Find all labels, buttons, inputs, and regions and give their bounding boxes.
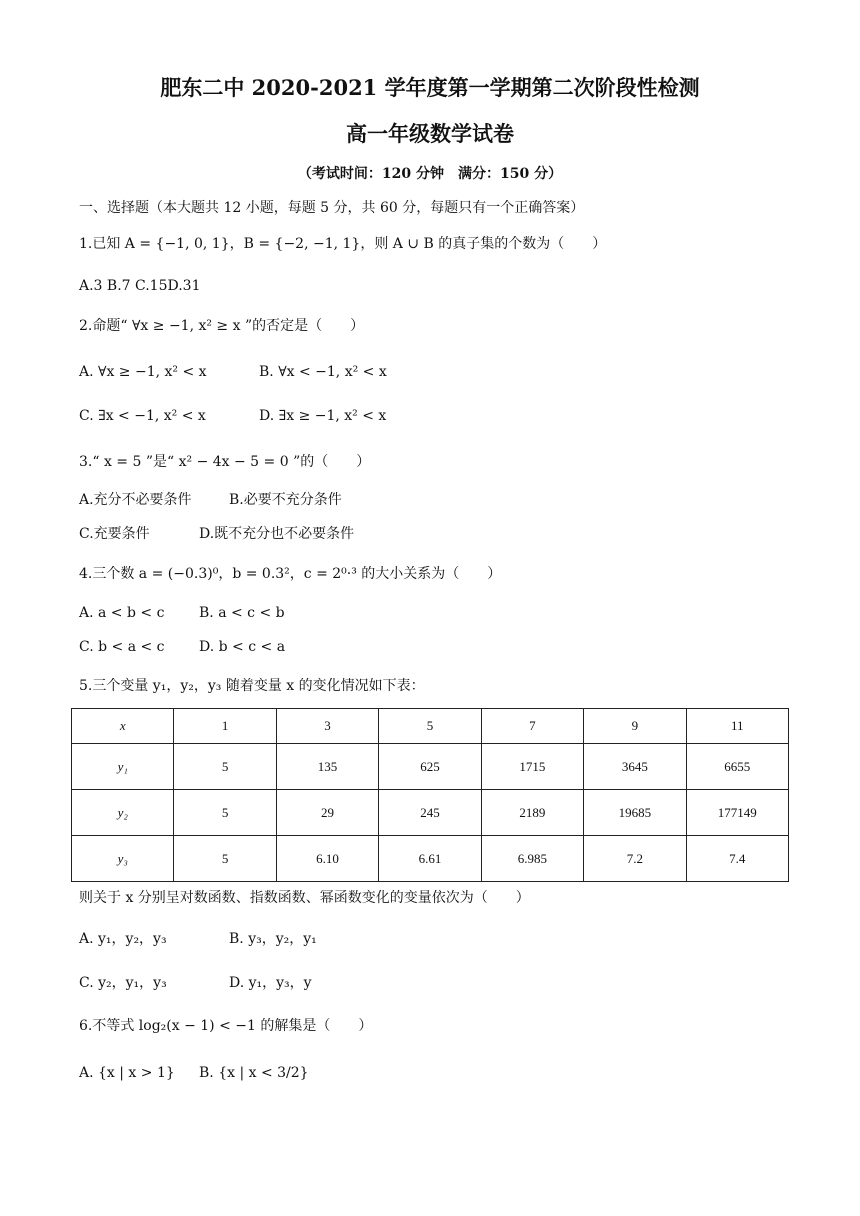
- table-cell: 3645: [584, 744, 686, 790]
- q3-stem: 3.“ x = 5 ”是“ x² − 4x − 5 = 0 ”的（ ）: [79, 454, 371, 470]
- q2-option-a: A. ∀x ≥ −1, x² < x: [79, 364, 207, 380]
- q6-stem: 6.不等式 log₂(x − 1) < −1 的解集是（ ）: [79, 1018, 373, 1034]
- exam-info: （考试时间：120 分钟 满分：150 分）: [297, 166, 563, 182]
- q2-option-b: B. ∀x < −1, x² < x: [259, 364, 387, 380]
- q4-option-d: D. b < c < a: [199, 639, 286, 655]
- table-cell: 6.985: [481, 836, 583, 882]
- table-header-cell: 3: [276, 709, 378, 744]
- q4-option-c: C. b < a < c: [79, 639, 165, 655]
- q4-option-b: B. a < c < b: [199, 605, 285, 621]
- section-heading: 一、选择题（本大题共 12 小题，每题 5 分，共 60 分，每题只有一个正确答案）: [79, 200, 585, 216]
- exam-subtitle: 高一年级数学试卷: [346, 121, 514, 146]
- table-cell: 5: [174, 790, 276, 836]
- table-cell: 6.10: [276, 836, 378, 882]
- variables-table: [71, 708, 789, 882]
- q5-option-a: A. y₁，y₂，y₃: [79, 931, 167, 947]
- q5-stem: 5.三个变量 y₁，y₂，y₃ 随着变量 x 的变化情况如下表：: [79, 678, 425, 694]
- q4-stem: 4.三个数 a = (−0.3)⁰，b = 0.3²，c = 2⁰·³ 的大小关系为（ ）: [79, 566, 502, 582]
- table-cell: 1715: [481, 744, 583, 790]
- q1-stem: 1.已知 A = {−1, 0, 1}，B = {−2, −1, 1}，则 A ∪ B 的真子集的个数为（ ）: [79, 236, 607, 252]
- table-cell: 7.2: [584, 836, 686, 882]
- table-cell: 29: [276, 790, 378, 836]
- table-cell: 7.4: [686, 836, 788, 882]
- q3-option-d: D.既不充分也不必要条件: [199, 526, 355, 542]
- table-cell: 19685: [584, 790, 686, 836]
- table-cell: 135: [276, 744, 378, 790]
- table-header-row: [72, 709, 789, 744]
- table-cell: 5: [174, 836, 276, 882]
- table-row: [72, 744, 789, 790]
- table-cell: 625: [379, 744, 481, 790]
- q6-option-a: A. {x | x > 1}: [79, 1065, 175, 1081]
- table-row: [72, 836, 789, 882]
- q3-option-b: B.必要不充分条件: [229, 492, 342, 508]
- q5-option-c: C. y₂，y₁，y₃: [79, 975, 167, 991]
- table-header-cell: 11: [686, 709, 788, 744]
- table-header-cell: 7: [481, 709, 583, 744]
- table-cell: 177149: [686, 790, 788, 836]
- table-cell: y₁: [72, 744, 174, 790]
- q2-stem: 2.命题“ ∀x ≥ −1, x² ≥ x ”的否定是（ ）: [79, 318, 365, 334]
- table-cell: 2189: [481, 790, 583, 836]
- table-cell: 6655: [686, 744, 788, 790]
- table-cell: 245: [379, 790, 481, 836]
- table-header-cell: 5: [379, 709, 481, 744]
- table-cell: y₂: [72, 790, 174, 836]
- q4-option-a: A. a < b < c: [79, 605, 165, 621]
- q3-option-c: C.充要条件: [79, 526, 150, 542]
- q2-option-d: D. ∃x ≥ −1, x² < x: [259, 408, 387, 424]
- q5-follow: 则关于 x 分别呈对数函数、指数函数、幂函数变化的变量依次为（ ）: [79, 890, 530, 906]
- q6-option-b: B. {x | x < 3/2}: [199, 1065, 309, 1081]
- q5-option-d: D. y₁，y₃，y: [229, 975, 312, 991]
- table-header-cell: x: [72, 709, 174, 744]
- table-header-cell: 9: [584, 709, 686, 744]
- table-header-cell: 1: [174, 709, 276, 744]
- q1-options: A.3 B.7 C.15D.31: [79, 278, 201, 294]
- exam-title: 肥东二中 2020-2021 学年度第一学期第二次阶段性检测: [160, 75, 700, 100]
- q2-option-c: C. ∃x < −1, x² < x: [79, 408, 206, 424]
- q5-option-b: B. y₃，y₂，y₁: [229, 931, 317, 947]
- table-cell: 5: [174, 744, 276, 790]
- table-row: [72, 790, 789, 836]
- table-cell: 6.61: [379, 836, 481, 882]
- table-cell: y₃: [72, 836, 174, 882]
- q3-option-a: A.充分不必要条件: [79, 492, 192, 508]
